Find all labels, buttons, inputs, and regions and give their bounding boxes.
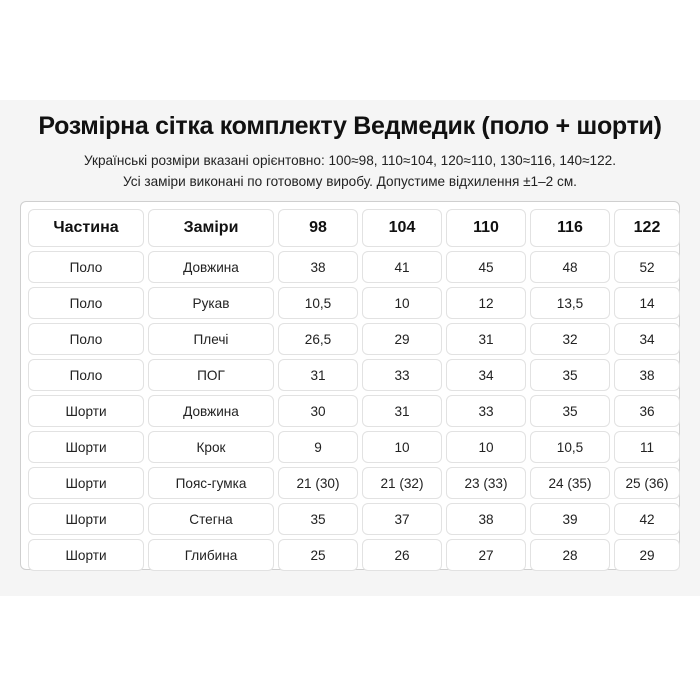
table-cell: 38 [614, 359, 680, 391]
table-cell: 21 (32) [362, 467, 442, 499]
table-row [28, 395, 680, 427]
table-cell: Шорти [28, 395, 144, 427]
table-cell: 29 [362, 323, 442, 355]
table-cell: 10,5 [530, 431, 610, 463]
table-cell: 39 [530, 503, 610, 535]
page-title: Розмірна сітка комплекту Ведмедик (поло + шорти) [38, 112, 662, 140]
header-cell-part: Частина [28, 209, 144, 247]
table-row [28, 251, 680, 283]
table-cell: 27 [446, 539, 526, 571]
table-cell: ПОГ [148, 359, 274, 391]
table-cell: 12 [446, 287, 526, 319]
table-cell: 10 [362, 287, 442, 319]
table-header-row [28, 209, 680, 247]
table-cell: 42 [614, 503, 680, 535]
table-cell: Крок [148, 431, 274, 463]
table-cell: Поло [28, 287, 144, 319]
table-cell: Глибина [148, 539, 274, 571]
table-cell: 13,5 [530, 287, 610, 319]
table-cell: 26 [362, 539, 442, 571]
header-cell-size-116: 116 [530, 209, 610, 247]
table-cell: Поло [28, 359, 144, 391]
table-cell: 24 (35) [530, 467, 610, 499]
table-row [28, 467, 680, 499]
table-cell: 29 [614, 539, 680, 571]
table-row [28, 359, 680, 391]
table-row [28, 503, 680, 535]
table-cell: Пояс-гумка [148, 467, 274, 499]
table-cell: Стегна [148, 503, 274, 535]
table-cell: Шорти [28, 503, 144, 535]
table-cell: Шорти [28, 539, 144, 571]
table-cell: 31 [278, 359, 358, 391]
header-cell-size-98: 98 [278, 209, 358, 247]
table-cell: 33 [362, 359, 442, 391]
table-cell: Поло [28, 323, 144, 355]
table-cell: 52 [614, 251, 680, 283]
table-cell: 9 [278, 431, 358, 463]
table-cell: 33 [446, 395, 526, 427]
table-cell: 21 (30) [278, 467, 358, 499]
table-cell: 11 [614, 431, 680, 463]
table-row [28, 323, 680, 355]
table-cell: 30 [278, 395, 358, 427]
table-cell: Рукав [148, 287, 274, 319]
table-cell: 36 [614, 395, 680, 427]
table-cell: 10,5 [278, 287, 358, 319]
header-cell-size-104: 104 [362, 209, 442, 247]
table-cell: 25 (36) [614, 467, 680, 499]
table-cell: 14 [614, 287, 680, 319]
subtitle-sizes-note: Українські розміри вказані орієнтовно: 100≈98, 110≈104, 120≈110, 130≈116, 140≈122. [83, 153, 617, 168]
table-row [28, 539, 680, 571]
table-row [28, 431, 680, 463]
table-cell: 35 [530, 359, 610, 391]
table-cell: 10 [446, 431, 526, 463]
table-cell: 10 [362, 431, 442, 463]
table-cell: 34 [446, 359, 526, 391]
header-cell-size-122: 122 [614, 209, 680, 247]
table-cell: 28 [530, 539, 610, 571]
table-cell: 26,5 [278, 323, 358, 355]
table-cell: 31 [446, 323, 526, 355]
size-table [24, 205, 684, 575]
table-cell: 35 [530, 395, 610, 427]
subtitle-measurement-note: Усі заміри виконані по готовому виробу. Допустиме відхилення ±1–2 см. [123, 174, 577, 189]
table-cell: 32 [530, 323, 610, 355]
table-cell: 31 [362, 395, 442, 427]
table-cell: 48 [530, 251, 610, 283]
table-cell: 45 [446, 251, 526, 283]
table-cell: Довжина [148, 395, 274, 427]
table-cell: Довжина [148, 251, 274, 283]
table-cell: 35 [278, 503, 358, 535]
table-cell: 41 [362, 251, 442, 283]
header-cell-size-110: 110 [446, 209, 526, 247]
table-cell: 38 [446, 503, 526, 535]
table-cell: 38 [278, 251, 358, 283]
header-cell-measurement: Заміри [148, 209, 274, 247]
table-cell: Поло [28, 251, 144, 283]
table-cell: Плечі [148, 323, 274, 355]
table-cell: Шорти [28, 431, 144, 463]
table-cell: 23 (33) [446, 467, 526, 499]
table-cell: 34 [614, 323, 680, 355]
table-cell: 25 [278, 539, 358, 571]
table-cell: Шорти [28, 467, 144, 499]
table-cell: 37 [362, 503, 442, 535]
table-row [28, 287, 680, 319]
